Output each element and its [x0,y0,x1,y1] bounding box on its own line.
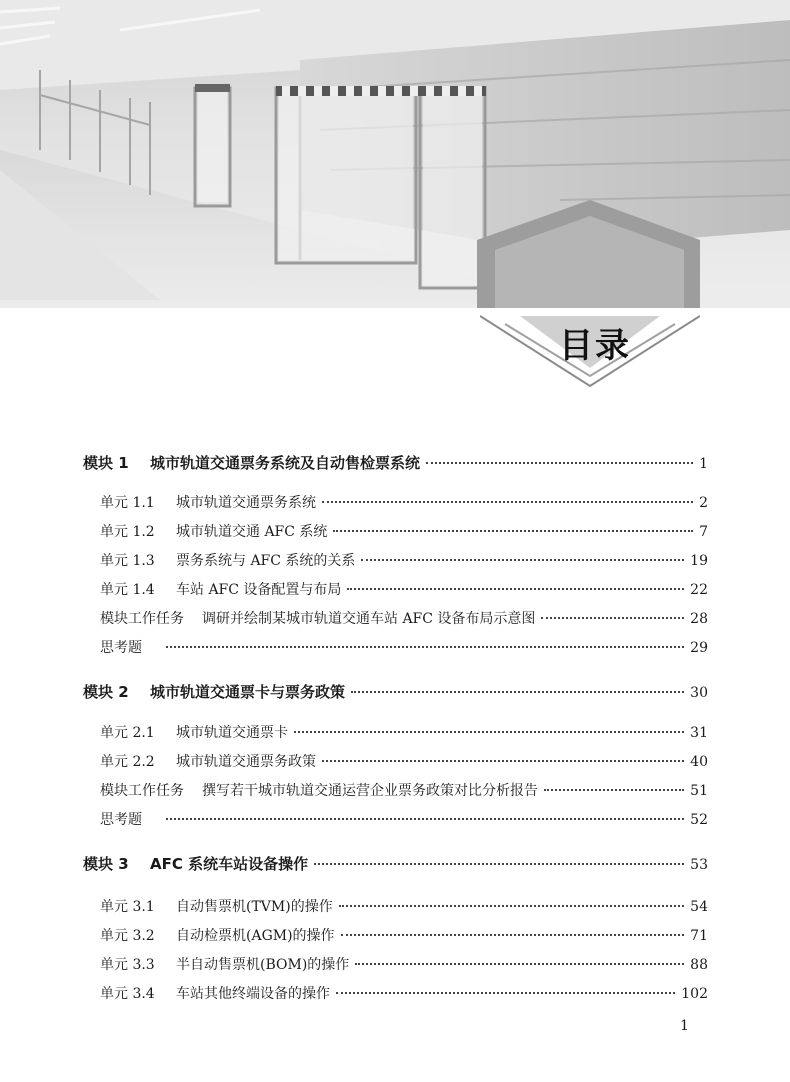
toc-entry-page: 29 [690,640,708,656]
toc-leader-dots [341,934,685,936]
toc-leader-dots [351,691,684,693]
toc-entry-title: 票务系统与 AFC 系统的关系 [176,553,356,569]
toc-entry-label: 单元 1.2 [100,524,155,540]
toc-entry-title: 调研并绘制某城市轨道交通车站 AFC 设备布局示意图 [202,611,536,627]
toc-entry-title: 自动售票机(TVM)的操作 [176,899,333,915]
toc-entry-page: 53 [690,857,708,873]
toc-entry-label: 单元 1.1 [100,495,155,511]
toc-entry-page: 54 [690,899,708,915]
toc-unit-3-4[interactable] [100,983,708,1003]
toc-leader-dots [347,588,684,590]
toc-entry-page: 40 [690,754,708,770]
toc-unit-1-2[interactable] [100,521,708,541]
toc-questions-2[interactable] [100,809,708,829]
toc-leader-dots [355,963,684,965]
toc-entry-page: 52 [690,812,708,828]
toc-entry-page: 7 [699,524,708,540]
toc-leader-dots [544,789,684,791]
toc-entry-page: 19 [690,553,708,569]
toc-entry-label: 单元 1.4 [100,582,155,598]
toc-leader-dots [541,617,684,619]
toc-unit-1-3[interactable] [100,550,708,570]
toc-entry-title: 半自动售票机(BOM)的操作 [176,957,350,973]
toc-entry-label: 单元 3.3 [100,957,155,973]
toc-entry-title: 城市轨道交通票卡 [176,725,288,741]
toc-leader-dots [322,501,693,503]
toc-leader-dots [426,462,693,464]
toc-unit-3-3[interactable] [100,954,708,974]
toc-entry-label: 单元 3.1 [100,899,155,915]
toc-leader-dots [294,731,684,733]
toc-entry-label: 思考题 [100,812,142,828]
toc-leader-dots [361,559,684,561]
toc-entry-label: 单元 3.2 [100,928,155,944]
toc-entry-page: 71 [690,928,708,944]
toc-unit-2-2[interactable] [100,751,708,771]
toc-entry-page: 28 [690,611,708,627]
toc-entry-page: 51 [690,783,708,799]
toc-entry-title: 城市轨道交通票务系统及自动售检票系统 [150,454,421,472]
toc-leader-dots [339,905,684,907]
toc-entry-page: 102 [681,986,708,1002]
toc-entry-page: 30 [690,685,708,701]
toc-entry-title: 城市轨道交通票务政策 [176,754,316,770]
toc-entry-label: 模块 3 [83,855,129,873]
toc-entry-title: 车站 AFC 设备配置与布局 [176,582,342,598]
toc-leader-dots [336,992,675,994]
toc-module-task-1[interactable] [100,608,708,628]
toc-module-2[interactable] [83,681,708,702]
toc-entry-title: 自动检票机(AGM)的操作 [176,928,335,944]
toc-entry-label: 模块工作任务 [100,611,184,627]
toc-leader-dots [333,530,693,532]
toc-entry-title: 城市轨道交通票务系统 [176,495,316,511]
toc-entry-title: 车站其他终端设备的操作 [176,986,330,1002]
toc-entry-label: 单元 2.1 [100,725,155,741]
toc-leader-dots [166,646,684,648]
metro-platform-illustration [0,0,790,308]
toc-entry-label: 单元 3.4 [100,986,155,1002]
toc-entry-page: 31 [690,725,708,741]
toc-unit-2-1[interactable] [100,722,708,742]
toc-entry-page: 22 [690,582,708,598]
toc-module-1[interactable] [83,452,708,473]
toc-unit-3-1[interactable] [100,896,708,916]
toc-unit-3-2[interactable] [100,925,708,945]
toc-module-task-2[interactable] [100,780,708,800]
toc-unit-1-1[interactable] [100,492,708,512]
toc-entry-label: 思考题 [100,640,142,656]
toc-entry-label: 模块 2 [83,683,129,701]
toc-leader-dots [314,863,684,865]
toc-entry-page: 1 [699,456,708,472]
toc-entry-label: 单元 2.2 [100,754,155,770]
page-number: 1 [680,1018,689,1034]
toc-entry-label: 模块 1 [83,454,129,472]
toc-questions-1[interactable] [100,637,708,657]
toc-entry-title: 城市轨道交通票卡与票务政策 [150,683,346,701]
header-photo-banner [0,0,790,308]
toc-entry-label: 模块工作任务 [100,783,184,799]
toc-leader-dots [166,818,684,820]
toc-entry-title: 城市轨道交通 AFC 系统 [176,524,328,540]
toc-entry-title: AFC 系统车站设备操作 [150,855,309,873]
toc-leader-dots [322,760,684,762]
toc-unit-1-4[interactable] [100,579,708,599]
toc-entry-title: 撰写若干城市轨道交通运营企业票务政策对比分析报告 [202,783,538,799]
page-title: 目录 [559,326,631,366]
toc-entry-page: 2 [699,495,708,511]
toc-module-3[interactable] [83,853,708,874]
toc-entry-label: 单元 1.3 [100,553,155,569]
toc-entry-page: 88 [690,957,708,973]
